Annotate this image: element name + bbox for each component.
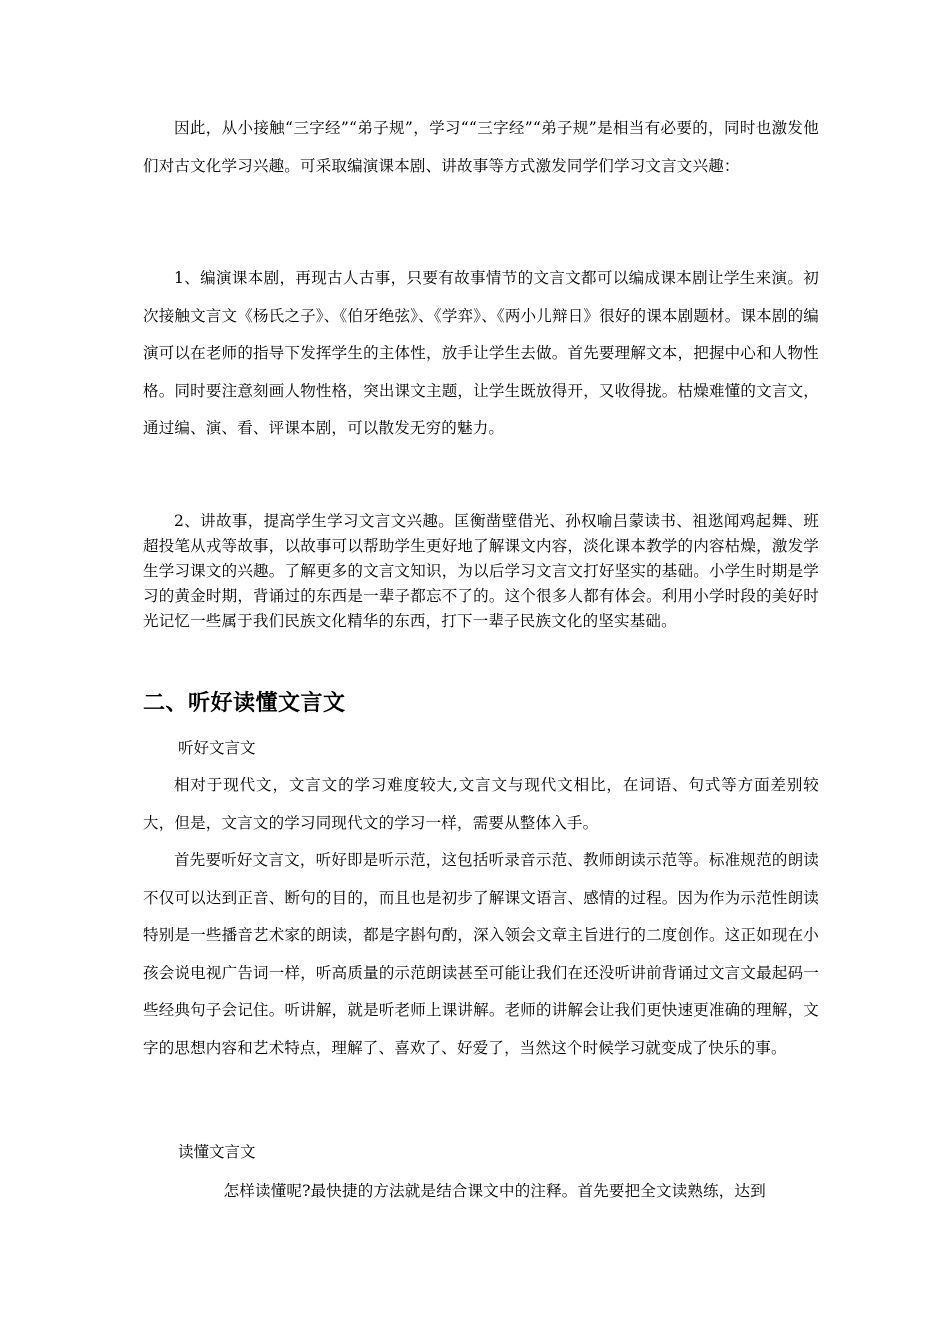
listen-paragraph-1: 相对于现代文，文言文的学习难度较大,文言文与现代文相比，在词语、句式等方面差别较大，但是，文言文的学习同现代文的学习一样，需要从整体入手。	[143, 776, 819, 832]
section-heading: 二、听好读懂文言文	[143, 691, 346, 716]
intro-paragraph: 因此，从小接触“三字经”“弟子规”，学习““三字经”“弟子规”是相当有必要的，同时也激发他们对古文化学习兴趣。可采取编演课本剧、讲故事等方式激发同学们学习文言文兴趣：	[143, 119, 819, 175]
listen-paragraph-2: 首先要听好文言文，听好即是听示范，这包括听录音示范、教师朗读示范等。标准规范的朗读不仅可以达到正音、断句的目的，而且也是初步了解课文语言、感情的过程。因为作为示范性朗读特别是一些播音艺术家的朗读，都是字斟句酌，深入领会文章主旨进行的二度创作。这正如现在小孩会说电视广告词一样，听高质量的示范朗读甚至可能让我们在还没听讲前背诵过文言文最起码一些经典句子会记住。听讲解，就是听老师上课讲解。老师的讲解会让我们更快速更准确的理解，文字的思想内容和艺术特点，理解了、喜欢了、好爱了，当然这个时候学习就变成了快乐的事。	[143, 851, 819, 1057]
list-item-storytelling: 2、讲故事，提高学生学习文言文兴趣。匡衡凿壁借光、孙权喻吕蒙读书、祖逖闻鸡起舞、班超投笔从戎等故事，以故事可以帮助学生更好地了解课文内容，淡化课本教学的内容枯燥，激发学生学习课文的兴趣。了解更多的文言文知识，为以后学习文言文打好坚实的基础。小学生时期是学习的黄金时期，背诵过的东西是一辈子都忘不了的。这个很多人都有体会。利用小学时段的美好时光记忆一些属于我们民族文化精华的东西，打下一辈子民族文化的坚实基础。	[143, 512, 819, 630]
read-paragraph-1: 怎样读懂呢?最快捷的方法就是结合课文中的注释。首先要把全文读熟练，达到	[223, 1182, 766, 1200]
subheading-listen: 听好文言文	[178, 739, 256, 757]
list-item-textbook-drama: 1、编演课本剧，再现古人古事，只要有故事情节的文言文都可以编成课本剧让学生来演。初次接触文言文《杨氏之子》、《伯牙绝弦》、《学弈》、《两小儿辩日》很好的课本剧题材。课本剧的编演可以在老师的指导下发挥学生的主体性，放手让学生去做。首先要理解文本，把握中心和人物性格。同时要注意刻画人物性格，突出课文主题，让学生既放得开，又收得拢。枯燥难懂的文言文，通过编、演、看、评课本剧，可以散发无穷的魅力。	[143, 269, 819, 437]
subheading-read: 读懂文言文	[178, 1143, 256, 1161]
